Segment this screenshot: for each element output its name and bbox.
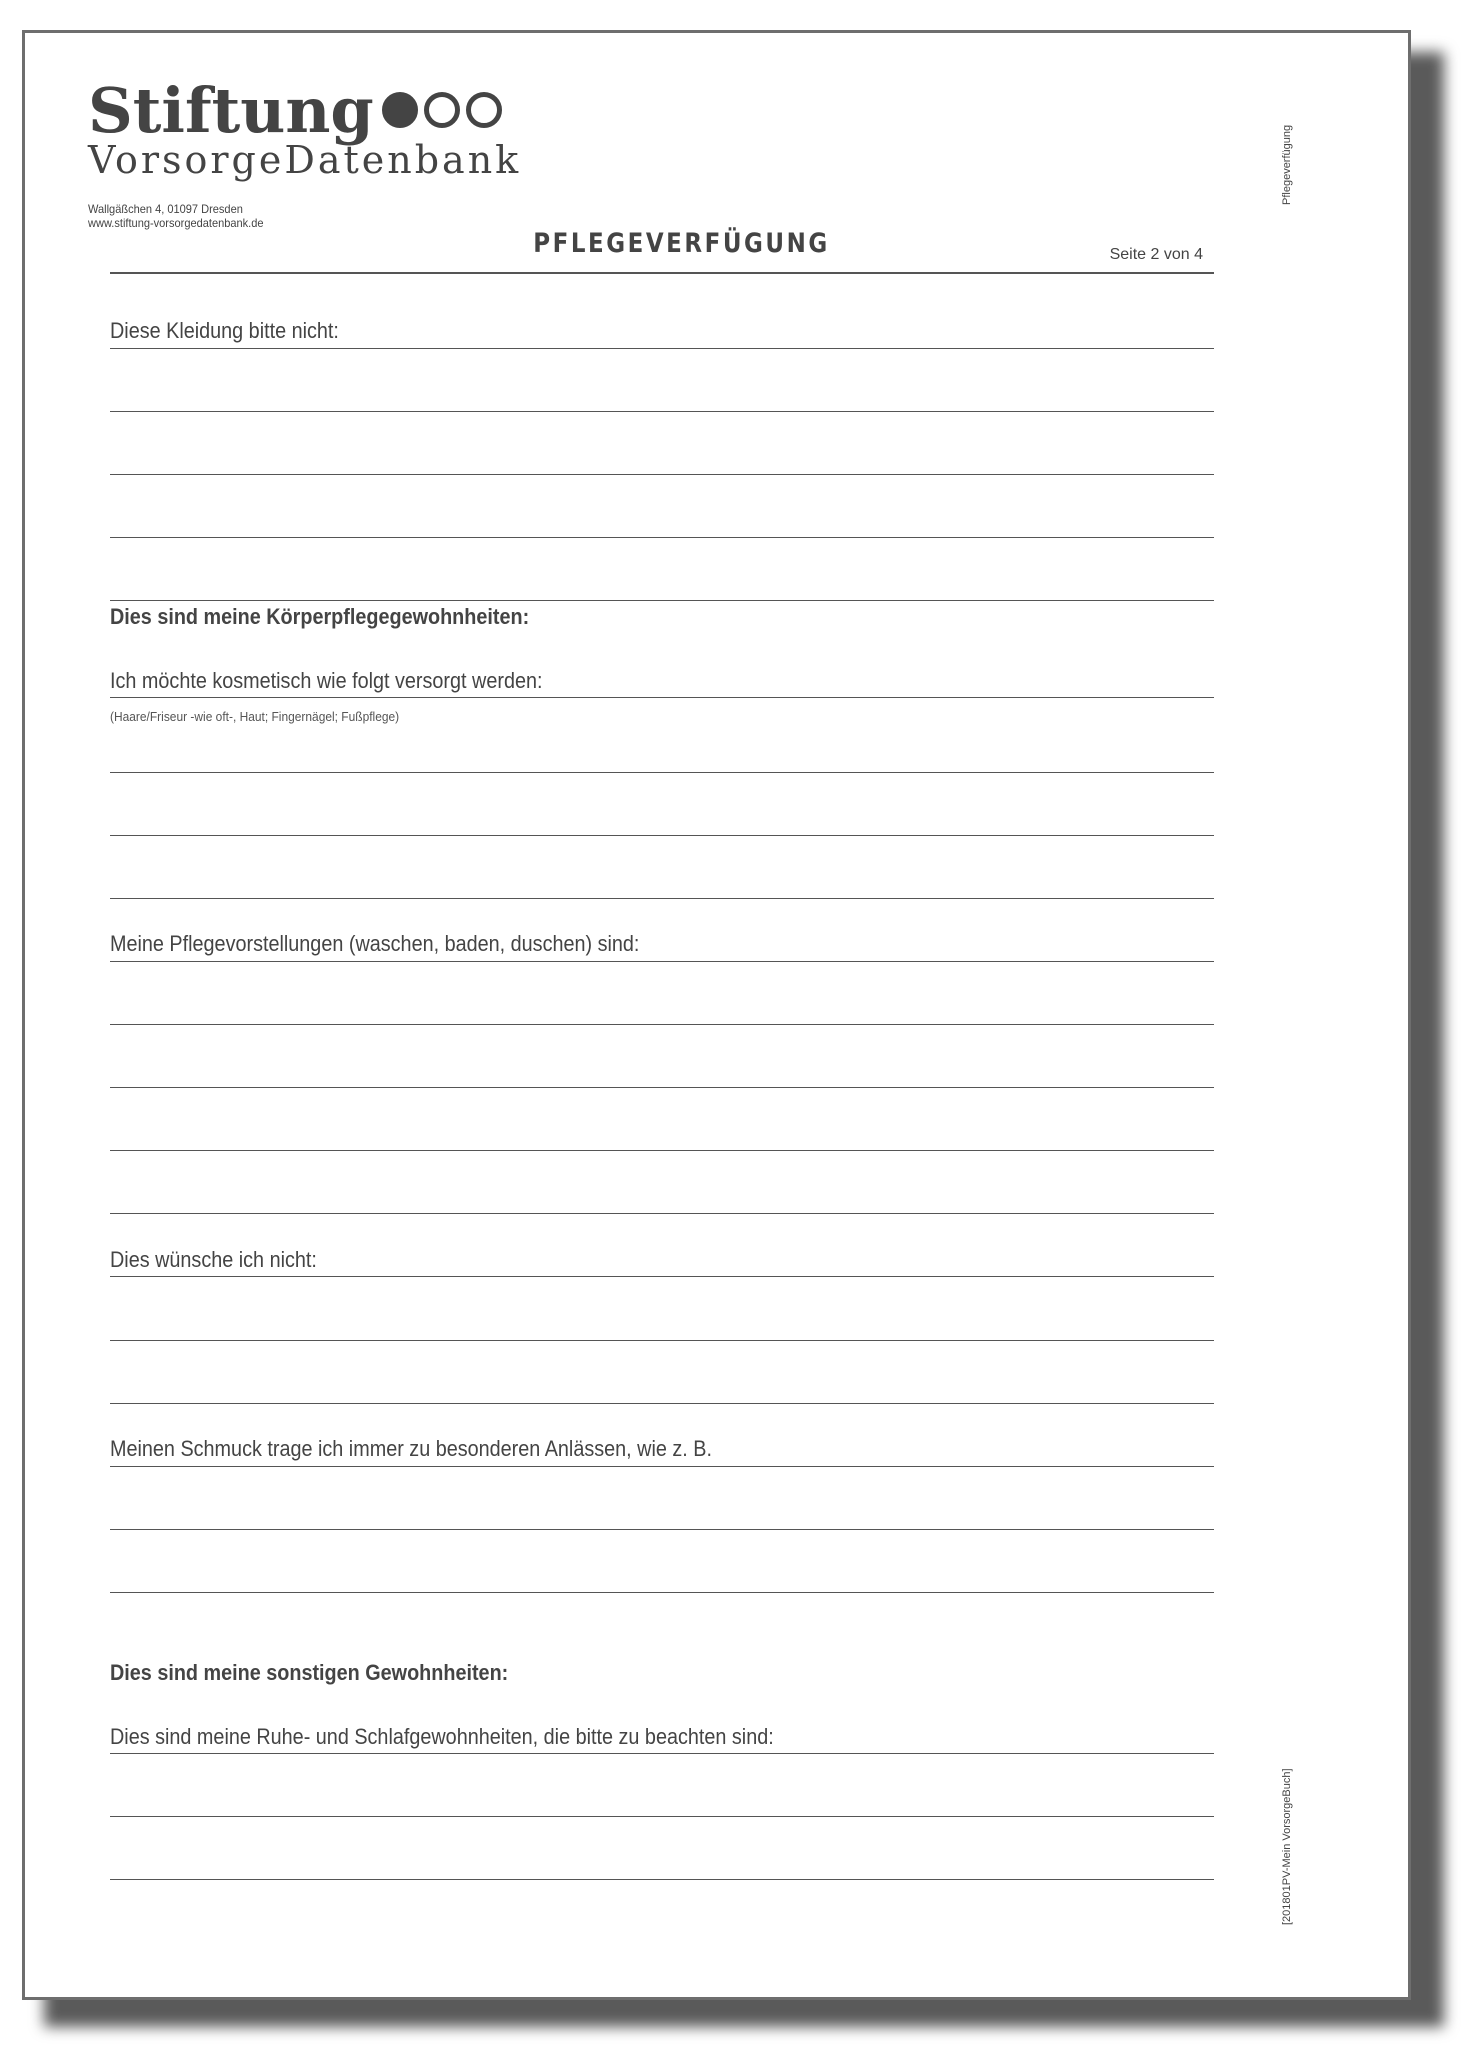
address-street: Wallgäßchen 4, 01097 Dresden [88, 202, 243, 216]
hygiene-heading: Dies sind meine Körperpflegegewohnheiten: [110, 604, 530, 629]
jewelry-line[interactable] [110, 1529, 1214, 1530]
jewelry-line[interactable] [110, 1592, 1214, 1593]
jewelry-label: Meinen Schmuck trage ich immer zu besonderen Anlässen, wie z. B. [110, 1436, 712, 1461]
cosmetic-hint: (Haare/Friseur -wie oft-, Haut; Fingernägel; Fußpflege) [110, 709, 400, 724]
care-line[interactable] [110, 1024, 1214, 1025]
not-wanted-line[interactable] [110, 1403, 1214, 1404]
care-line[interactable] [110, 961, 1214, 962]
page-number: Seite 2 von 4 [1109, 246, 1203, 263]
other-heading: Dies sind meine sonstigen Gewohnheiten: [110, 1660, 509, 1685]
cosmetic-line[interactable] [110, 697, 1214, 698]
logo-name: Stiftung [88, 73, 374, 147]
address-web: www.stiftung-vorsorgedatenbank.de [88, 216, 264, 230]
logo-subname: VorsorgeDatenbank [88, 138, 522, 182]
clothing-line[interactable] [110, 411, 1214, 412]
header-rule [110, 272, 1214, 274]
care-line[interactable] [110, 1213, 1214, 1214]
not-wanted-label: Dies wünsche ich nicht: [110, 1247, 317, 1272]
care-label: Meine Pflegevorstellungen (waschen, baden, duschen) sind: [110, 931, 640, 956]
cosmetic-line[interactable] [110, 835, 1214, 836]
sleep-line[interactable] [110, 1879, 1214, 1880]
not-wanted-line[interactable] [110, 1276, 1214, 1277]
cosmetic-line[interactable] [110, 898, 1214, 899]
address-block [88, 202, 264, 230]
clothing-line[interactable] [110, 600, 1214, 601]
side-label-top: Pflegeverfügung [1281, 124, 1293, 205]
clothing-line[interactable] [110, 474, 1214, 475]
clothing-label: Diese Kleidung bitte nicht: [110, 318, 339, 343]
sleep-label: Dies sind meine Ruhe- und Schlafgewohnheiten, die bitte zu beachten sind: [110, 1724, 774, 1749]
cosmetic-line[interactable] [110, 772, 1214, 773]
cosmetic-label: Ich möchte kosmetisch wie folgt versorgt werden: [110, 668, 543, 693]
document-title: PFLEGEVERFÜGUNG [533, 228, 830, 259]
not-wanted-line[interactable] [110, 1340, 1214, 1341]
clothing-line[interactable] [110, 537, 1214, 538]
logo-circles-icon [382, 92, 502, 128]
care-line[interactable] [110, 1087, 1214, 1088]
care-line[interactable] [110, 1150, 1214, 1151]
side-label-bottom: [201801PV-Mein VorsorgeBuch] [1281, 1768, 1293, 1925]
sleep-line[interactable] [110, 1753, 1214, 1754]
sleep-line[interactable] [110, 1816, 1214, 1817]
clothing-line[interactable] [110, 348, 1214, 349]
jewelry-line[interactable] [110, 1466, 1214, 1467]
